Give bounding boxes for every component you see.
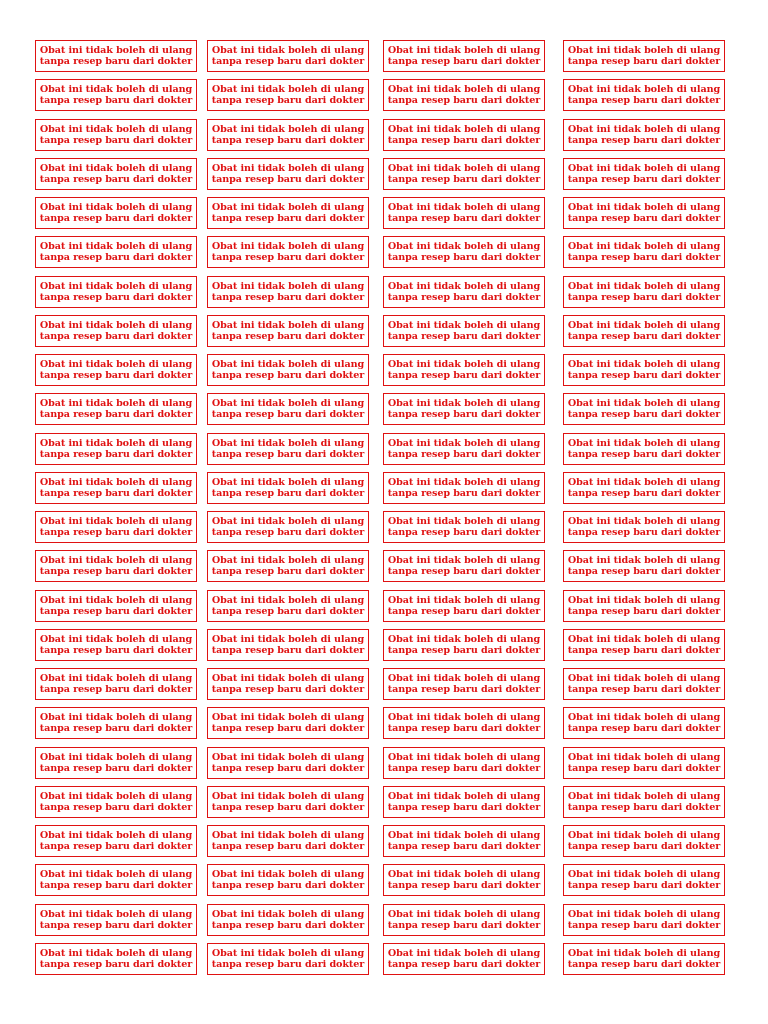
label-line-1: Obat ini tidak boleh di ulang — [39, 672, 193, 684]
label-line-1: Obat ini tidak boleh di ulang — [39, 83, 193, 95]
label-line-2: tanpa resep baru dari dokter — [387, 802, 541, 813]
label-line-1: Obat ini tidak boleh di ulang — [567, 515, 721, 527]
label-line-1: Obat ini tidak boleh di ulang — [211, 123, 365, 135]
label-line-2: tanpa resep baru dari dokter — [567, 488, 721, 499]
label-line-1: Obat ini tidak boleh di ulang — [39, 711, 193, 723]
medicine-label — [207, 629, 369, 661]
label-line-1: Obat ini tidak boleh di ulang — [39, 868, 193, 880]
medicine-label — [383, 511, 545, 543]
medicine-label — [35, 825, 197, 857]
medicine-label — [35, 550, 197, 582]
label-line-1: Obat ini tidak boleh di ulang — [39, 44, 193, 56]
medicine-label — [383, 40, 545, 72]
medicine-label — [207, 158, 369, 190]
label-line-2: tanpa resep baru dari dokter — [387, 684, 541, 695]
label-line-1: Obat ini tidak boleh di ulang — [387, 162, 541, 174]
label-line-1: Obat ini tidak boleh di ulang — [387, 476, 541, 488]
medicine-label — [563, 472, 725, 504]
medicine-label — [35, 236, 197, 268]
medicine-label — [35, 943, 197, 975]
label-line-1: Obat ini tidak boleh di ulang — [211, 280, 365, 292]
medicine-label — [207, 511, 369, 543]
label-line-2: tanpa resep baru dari dokter — [387, 449, 541, 460]
medicine-label — [383, 786, 545, 818]
label-line-1: Obat ini tidak boleh di ulang — [567, 633, 721, 645]
label-line-2: tanpa resep baru dari dokter — [211, 841, 365, 852]
label-line-1: Obat ini tidak boleh di ulang — [567, 751, 721, 763]
label-line-2: tanpa resep baru dari dokter — [387, 174, 541, 185]
medicine-label — [563, 354, 725, 386]
label-line-2: tanpa resep baru dari dokter — [211, 135, 365, 146]
medicine-label — [383, 79, 545, 111]
label-line-1: Obat ini tidak boleh di ulang — [387, 554, 541, 566]
medicine-label — [563, 825, 725, 857]
label-line-2: tanpa resep baru dari dokter — [211, 880, 365, 891]
label-line-2: tanpa resep baru dari dokter — [211, 763, 365, 774]
medicine-label — [35, 354, 197, 386]
medicine-label — [563, 943, 725, 975]
label-line-2: tanpa resep baru dari dokter — [39, 566, 193, 577]
label-line-2: tanpa resep baru dari dokter — [211, 56, 365, 67]
medicine-label — [35, 511, 197, 543]
label-line-1: Obat ini tidak boleh di ulang — [387, 83, 541, 95]
label-line-2: tanpa resep baru dari dokter — [567, 95, 721, 106]
label-line-2: tanpa resep baru dari dokter — [211, 488, 365, 499]
medicine-label — [35, 786, 197, 818]
label-line-1: Obat ini tidak boleh di ulang — [211, 908, 365, 920]
label-line-2: tanpa resep baru dari dokter — [387, 252, 541, 263]
label-line-2: tanpa resep baru dari dokter — [567, 920, 721, 931]
label-line-1: Obat ini tidak boleh di ulang — [211, 515, 365, 527]
medicine-label — [207, 668, 369, 700]
label-line-1: Obat ini tidak boleh di ulang — [567, 319, 721, 331]
label-line-2: tanpa resep baru dari dokter — [387, 95, 541, 106]
label-line-2: tanpa resep baru dari dokter — [211, 292, 365, 303]
label-line-2: tanpa resep baru dari dokter — [567, 292, 721, 303]
label-line-1: Obat ini tidak boleh di ulang — [39, 162, 193, 174]
medicine-label — [383, 825, 545, 857]
medicine-label — [207, 747, 369, 779]
label-line-1: Obat ini tidak boleh di ulang — [211, 201, 365, 213]
medicine-label — [207, 197, 369, 229]
label-line-2: tanpa resep baru dari dokter — [387, 920, 541, 931]
label-line-1: Obat ini tidak boleh di ulang — [39, 751, 193, 763]
label-line-2: tanpa resep baru dari dokter — [387, 56, 541, 67]
label-line-1: Obat ini tidak boleh di ulang — [567, 594, 721, 606]
medicine-label — [207, 904, 369, 936]
medicine-label — [563, 40, 725, 72]
medicine-label — [563, 550, 725, 582]
label-line-2: tanpa resep baru dari dokter — [39, 959, 193, 970]
label-line-2: tanpa resep baru dari dokter — [39, 174, 193, 185]
medicine-label — [35, 276, 197, 308]
medicine-label — [383, 904, 545, 936]
label-line-1: Obat ini tidak boleh di ulang — [39, 829, 193, 841]
medicine-label — [563, 315, 725, 347]
label-line-2: tanpa resep baru dari dokter — [567, 645, 721, 656]
medicine-label — [383, 276, 545, 308]
label-line-1: Obat ini tidak boleh di ulang — [39, 319, 193, 331]
medicine-label — [563, 276, 725, 308]
label-line-2: tanpa resep baru dari dokter — [567, 449, 721, 460]
label-line-1: Obat ini tidak boleh di ulang — [211, 162, 365, 174]
medicine-label — [383, 943, 545, 975]
label-line-1: Obat ini tidak boleh di ulang — [567, 829, 721, 841]
medicine-label — [35, 197, 197, 229]
label-line-1: Obat ini tidak boleh di ulang — [387, 594, 541, 606]
medicine-label — [35, 119, 197, 151]
medicine-label — [383, 315, 545, 347]
label-line-1: Obat ini tidak boleh di ulang — [39, 397, 193, 409]
label-line-2: tanpa resep baru dari dokter — [211, 920, 365, 931]
medicine-label — [207, 825, 369, 857]
label-line-2: tanpa resep baru dari dokter — [39, 292, 193, 303]
medicine-label — [383, 354, 545, 386]
medicine-label — [35, 707, 197, 739]
medicine-label — [207, 276, 369, 308]
label-line-2: tanpa resep baru dari dokter — [211, 409, 365, 420]
medicine-label — [383, 707, 545, 739]
label-line-1: Obat ini tidak boleh di ulang — [387, 633, 541, 645]
label-line-2: tanpa resep baru dari dokter — [387, 488, 541, 499]
medicine-label — [563, 236, 725, 268]
label-line-1: Obat ini tidak boleh di ulang — [39, 908, 193, 920]
medicine-label — [35, 158, 197, 190]
label-line-1: Obat ini tidak boleh di ulang — [387, 123, 541, 135]
medicine-label — [207, 943, 369, 975]
label-line-1: Obat ini tidak boleh di ulang — [211, 868, 365, 880]
label-line-2: tanpa resep baru dari dokter — [39, 880, 193, 891]
medicine-label — [383, 119, 545, 151]
label-line-1: Obat ini tidak boleh di ulang — [567, 476, 721, 488]
label-line-2: tanpa resep baru dari dokter — [211, 723, 365, 734]
label-line-2: tanpa resep baru dari dokter — [567, 841, 721, 852]
label-line-2: tanpa resep baru dari dokter — [211, 252, 365, 263]
label-line-1: Obat ini tidak boleh di ulang — [387, 515, 541, 527]
medicine-label — [563, 786, 725, 818]
label-line-1: Obat ini tidak boleh di ulang — [211, 594, 365, 606]
label-line-2: tanpa resep baru dari dokter — [387, 566, 541, 577]
medicine-label — [35, 904, 197, 936]
label-line-1: Obat ini tidak boleh di ulang — [211, 358, 365, 370]
label-line-2: tanpa resep baru dari dokter — [567, 802, 721, 813]
label-line-2: tanpa resep baru dari dokter — [39, 802, 193, 813]
medicine-label — [35, 590, 197, 622]
label-line-1: Obat ini tidak boleh di ulang — [387, 711, 541, 723]
label-line-1: Obat ini tidak boleh di ulang — [567, 44, 721, 56]
label-line-2: tanpa resep baru dari dokter — [567, 566, 721, 577]
label-line-2: tanpa resep baru dari dokter — [39, 841, 193, 852]
label-line-2: tanpa resep baru dari dokter — [39, 409, 193, 420]
label-line-1: Obat ini tidak boleh di ulang — [567, 947, 721, 959]
medicine-label — [207, 393, 369, 425]
label-line-1: Obat ini tidak boleh di ulang — [39, 947, 193, 959]
label-line-2: tanpa resep baru dari dokter — [567, 527, 721, 538]
label-line-2: tanpa resep baru dari dokter — [387, 370, 541, 381]
label-line-2: tanpa resep baru dari dokter — [39, 645, 193, 656]
label-line-1: Obat ini tidak boleh di ulang — [567, 437, 721, 449]
label-line-1: Obat ini tidak boleh di ulang — [567, 240, 721, 252]
label-line-1: Obat ini tidak boleh di ulang — [39, 437, 193, 449]
label-line-1: Obat ini tidak boleh di ulang — [567, 397, 721, 409]
medicine-label — [563, 79, 725, 111]
label-line-2: tanpa resep baru dari dokter — [387, 880, 541, 891]
label-line-1: Obat ini tidak boleh di ulang — [211, 947, 365, 959]
medicine-label — [563, 707, 725, 739]
label-line-2: tanpa resep baru dari dokter — [387, 723, 541, 734]
label-line-2: tanpa resep baru dari dokter — [39, 488, 193, 499]
label-line-2: tanpa resep baru dari dokter — [211, 959, 365, 970]
medicine-label — [563, 668, 725, 700]
label-line-1: Obat ini tidak boleh di ulang — [39, 554, 193, 566]
label-line-1: Obat ini tidak boleh di ulang — [211, 319, 365, 331]
medicine-label — [35, 668, 197, 700]
label-line-2: tanpa resep baru dari dokter — [39, 135, 193, 146]
label-line-2: tanpa resep baru dari dokter — [39, 331, 193, 342]
label-line-1: Obat ini tidak boleh di ulang — [39, 515, 193, 527]
label-line-1: Obat ini tidak boleh di ulang — [211, 633, 365, 645]
label-line-2: tanpa resep baru dari dokter — [211, 95, 365, 106]
label-line-2: tanpa resep baru dari dokter — [567, 959, 721, 970]
label-line-2: tanpa resep baru dari dokter — [39, 920, 193, 931]
label-line-2: tanpa resep baru dari dokter — [39, 252, 193, 263]
medicine-label — [35, 747, 197, 779]
label-line-2: tanpa resep baru dari dokter — [567, 684, 721, 695]
medicine-label — [563, 590, 725, 622]
medicine-label — [383, 433, 545, 465]
medicine-label — [563, 864, 725, 896]
label-line-1: Obat ini tidak boleh di ulang — [387, 672, 541, 684]
label-line-1: Obat ini tidak boleh di ulang — [39, 633, 193, 645]
label-line-2: tanpa resep baru dari dokter — [567, 723, 721, 734]
medicine-label — [207, 40, 369, 72]
medicine-label — [563, 904, 725, 936]
label-line-2: tanpa resep baru dari dokter — [567, 252, 721, 263]
label-line-2: tanpa resep baru dari dokter — [211, 370, 365, 381]
label-line-2: tanpa resep baru dari dokter — [567, 135, 721, 146]
label-line-2: tanpa resep baru dari dokter — [567, 880, 721, 891]
medicine-label — [207, 472, 369, 504]
label-line-1: Obat ini tidak boleh di ulang — [39, 201, 193, 213]
label-line-1: Obat ini tidak boleh di ulang — [211, 83, 365, 95]
medicine-label — [207, 707, 369, 739]
medicine-label — [563, 119, 725, 151]
label-line-1: Obat ini tidak boleh di ulang — [211, 711, 365, 723]
label-line-2: tanpa resep baru dari dokter — [567, 56, 721, 67]
label-line-1: Obat ini tidak boleh di ulang — [39, 358, 193, 370]
medicine-label — [383, 197, 545, 229]
label-line-2: tanpa resep baru dari dokter — [211, 606, 365, 617]
label-line-2: tanpa resep baru dari dokter — [567, 213, 721, 224]
label-line-1: Obat ini tidak boleh di ulang — [39, 476, 193, 488]
medicine-label — [563, 629, 725, 661]
medicine-label — [563, 433, 725, 465]
label-line-2: tanpa resep baru dari dokter — [387, 606, 541, 617]
label-line-1: Obat ini tidak boleh di ulang — [39, 280, 193, 292]
label-line-2: tanpa resep baru dari dokter — [211, 684, 365, 695]
label-line-2: tanpa resep baru dari dokter — [387, 959, 541, 970]
label-line-2: tanpa resep baru dari dokter — [387, 527, 541, 538]
label-line-2: tanpa resep baru dari dokter — [567, 370, 721, 381]
label-line-2: tanpa resep baru dari dokter — [387, 841, 541, 852]
label-line-1: Obat ini tidak boleh di ulang — [387, 280, 541, 292]
medicine-label — [563, 197, 725, 229]
label-line-2: tanpa resep baru dari dokter — [387, 292, 541, 303]
label-line-1: Obat ini tidak boleh di ulang — [567, 201, 721, 213]
label-line-1: Obat ini tidak boleh di ulang — [567, 554, 721, 566]
label-line-2: tanpa resep baru dari dokter — [39, 213, 193, 224]
label-line-1: Obat ini tidak boleh di ulang — [387, 829, 541, 841]
medicine-label — [383, 864, 545, 896]
label-line-2: tanpa resep baru dari dokter — [387, 645, 541, 656]
label-line-1: Obat ini tidak boleh di ulang — [567, 790, 721, 802]
label-line-2: tanpa resep baru dari dokter — [211, 645, 365, 656]
label-line-2: tanpa resep baru dari dokter — [39, 95, 193, 106]
label-line-1: Obat ini tidak boleh di ulang — [387, 201, 541, 213]
label-line-1: Obat ini tidak boleh di ulang — [387, 240, 541, 252]
medicine-label — [563, 158, 725, 190]
medicine-label — [383, 393, 545, 425]
label-line-2: tanpa resep baru dari dokter — [211, 213, 365, 224]
label-line-1: Obat ini tidak boleh di ulang — [387, 44, 541, 56]
label-line-2: tanpa resep baru dari dokter — [211, 527, 365, 538]
label-line-1: Obat ini tidak boleh di ulang — [211, 397, 365, 409]
label-line-1: Obat ini tidak boleh di ulang — [211, 829, 365, 841]
label-line-2: tanpa resep baru dari dokter — [39, 723, 193, 734]
label-line-1: Obat ini tidak boleh di ulang — [39, 594, 193, 606]
label-line-1: Obat ini tidak boleh di ulang — [211, 672, 365, 684]
label-line-1: Obat ini tidak boleh di ulang — [387, 358, 541, 370]
medicine-label — [35, 864, 197, 896]
medicine-label — [207, 354, 369, 386]
label-line-2: tanpa resep baru dari dokter — [567, 409, 721, 420]
label-line-1: Obat ini tidak boleh di ulang — [387, 868, 541, 880]
label-line-1: Obat ini tidak boleh di ulang — [211, 44, 365, 56]
label-line-2: tanpa resep baru dari dokter — [567, 174, 721, 185]
label-line-1: Obat ini tidak boleh di ulang — [567, 672, 721, 684]
medicine-label — [207, 79, 369, 111]
medicine-label — [383, 590, 545, 622]
label-line-1: Obat ini tidak boleh di ulang — [39, 123, 193, 135]
label-line-2: tanpa resep baru dari dokter — [387, 409, 541, 420]
label-line-2: tanpa resep baru dari dokter — [211, 449, 365, 460]
medicine-label — [383, 550, 545, 582]
label-line-2: tanpa resep baru dari dokter — [567, 763, 721, 774]
label-line-1: Obat ini tidak boleh di ulang — [567, 868, 721, 880]
medicine-label — [35, 472, 197, 504]
medicine-label — [35, 40, 197, 72]
label-line-2: tanpa resep baru dari dokter — [39, 606, 193, 617]
medicine-label — [383, 668, 545, 700]
label-line-2: tanpa resep baru dari dokter — [567, 606, 721, 617]
label-line-1: Obat ini tidak boleh di ulang — [39, 790, 193, 802]
label-line-2: tanpa resep baru dari dokter — [211, 174, 365, 185]
medicine-label — [207, 236, 369, 268]
medicine-label — [35, 393, 197, 425]
label-line-1: Obat ini tidak boleh di ulang — [387, 790, 541, 802]
label-line-1: Obat ini tidak boleh di ulang — [567, 83, 721, 95]
label-line-2: tanpa resep baru dari dokter — [387, 763, 541, 774]
label-line-2: tanpa resep baru dari dokter — [387, 331, 541, 342]
label-line-1: Obat ini tidak boleh di ulang — [387, 947, 541, 959]
label-line-2: tanpa resep baru dari dokter — [39, 370, 193, 381]
medicine-label — [383, 158, 545, 190]
label-line-1: Obat ini tidak boleh di ulang — [567, 908, 721, 920]
medicine-label — [383, 472, 545, 504]
label-line-1: Obat ini tidak boleh di ulang — [211, 751, 365, 763]
label-line-2: tanpa resep baru dari dokter — [39, 763, 193, 774]
label-line-1: Obat ini tidak boleh di ulang — [211, 240, 365, 252]
medicine-label — [35, 315, 197, 347]
label-line-1: Obat ini tidak boleh di ulang — [211, 790, 365, 802]
label-line-2: tanpa resep baru dari dokter — [567, 331, 721, 342]
label-line-1: Obat ini tidak boleh di ulang — [211, 437, 365, 449]
label-line-1: Obat ini tidak boleh di ulang — [39, 240, 193, 252]
label-line-1: Obat ini tidak boleh di ulang — [387, 437, 541, 449]
label-line-1: Obat ini tidak boleh di ulang — [387, 908, 541, 920]
medicine-label — [563, 511, 725, 543]
label-line-1: Obat ini tidak boleh di ulang — [567, 162, 721, 174]
medicine-label — [207, 864, 369, 896]
label-line-1: Obat ini tidak boleh di ulang — [211, 476, 365, 488]
label-line-2: tanpa resep baru dari dokter — [387, 135, 541, 146]
medicine-label — [383, 629, 545, 661]
label-line-2: tanpa resep baru dari dokter — [39, 527, 193, 538]
label-line-1: Obat ini tidak boleh di ulang — [567, 123, 721, 135]
label-line-1: Obat ini tidak boleh di ulang — [567, 280, 721, 292]
label-line-1: Obat ini tidak boleh di ulang — [387, 319, 541, 331]
label-line-2: tanpa resep baru dari dokter — [211, 566, 365, 577]
medicine-label — [207, 550, 369, 582]
medicine-label — [207, 119, 369, 151]
label-line-1: Obat ini tidak boleh di ulang — [567, 358, 721, 370]
medicine-label — [563, 747, 725, 779]
medicine-label — [207, 786, 369, 818]
medicine-label — [207, 315, 369, 347]
label-line-2: tanpa resep baru dari dokter — [39, 449, 193, 460]
medicine-label — [563, 393, 725, 425]
label-line-1: Obat ini tidak boleh di ulang — [387, 397, 541, 409]
medicine-label — [383, 236, 545, 268]
label-line-2: tanpa resep baru dari dokter — [211, 331, 365, 342]
label-line-2: tanpa resep baru dari dokter — [39, 56, 193, 67]
medicine-label — [207, 433, 369, 465]
medicine-label — [207, 590, 369, 622]
label-line-2: tanpa resep baru dari dokter — [211, 802, 365, 813]
label-line-1: Obat ini tidak boleh di ulang — [567, 711, 721, 723]
medicine-label — [35, 433, 197, 465]
medicine-label — [383, 747, 545, 779]
label-line-2: tanpa resep baru dari dokter — [39, 684, 193, 695]
medicine-label — [35, 629, 197, 661]
label-line-1: Obat ini tidak boleh di ulang — [211, 554, 365, 566]
label-line-2: tanpa resep baru dari dokter — [387, 213, 541, 224]
label-line-1: Obat ini tidak boleh di ulang — [387, 751, 541, 763]
medicine-label — [35, 79, 197, 111]
